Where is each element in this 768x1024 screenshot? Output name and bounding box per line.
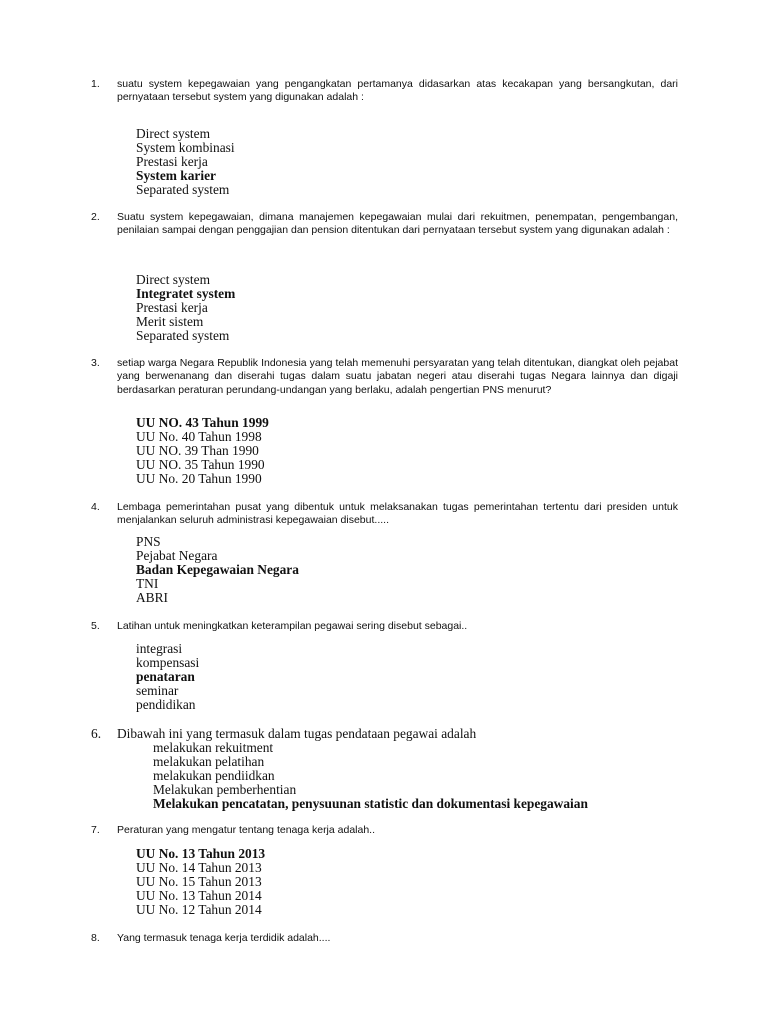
question-number: 6. <box>91 726 102 741</box>
option: UU No. 14 Tahun 2013 <box>136 860 262 876</box>
question-text: Latihan untuk meningkatkan keterampilan pegawai sering disebut sebagai.. <box>117 620 468 632</box>
question-3 <box>91 357 678 397</box>
option: UU No. 40 Tahun 1998 <box>136 429 262 445</box>
option: UU No. 15 Tahun 2013 <box>136 874 262 890</box>
question-7 <box>91 824 678 837</box>
options-7 <box>136 847 265 917</box>
options-6 <box>153 741 588 811</box>
question-6 <box>91 726 588 812</box>
option-answer: UU No. 13 Tahun 2013 <box>136 846 266 861</box>
option: Prestasi kerja <box>136 300 208 316</box>
option-answer: Badan Kepegawaian Negara <box>136 562 299 578</box>
question-text: Yang termasuk tenaga kerja terdidik adalah.... <box>117 932 331 944</box>
options-1 <box>136 127 235 197</box>
question-text: setiap warga Negara Republik Indonesia yang telah memenuhi persyaratan yang telah ditentukan, diangkat oleh pejabat yang berwenanang dan diserahi tugas dalam suatu jabatan negeri atau diserahi tugas Negara lainnya dan digaji berdasarkan peraturan perundang-undangan yang berlaku, adalah pengertian PNS menurut? <box>117 357 678 396</box>
option: melakukan pendiidkan <box>153 768 275 784</box>
options-4 <box>136 535 299 605</box>
question-number: 7. <box>91 824 100 836</box>
option-answer: penataran <box>136 669 195 685</box>
option: Pejabat Negara <box>136 548 218 564</box>
question-4 <box>91 501 678 528</box>
option: UU NO. 35 Tahun 1990 <box>136 457 265 473</box>
option: UU No. 13 Tahun 2014 <box>136 888 262 904</box>
option: melakukan pelatihan <box>153 754 265 770</box>
option: System kombinasi <box>136 140 235 156</box>
question-text: Lembaga pemerintahan pusat yang dibentuk untuk melaksanakan tugas pemerintahan tertentu dari presiden untuk menjalankan seluruh administrasi kepegawaian disebut..... <box>117 501 678 527</box>
option: UU NO. 39 Than 1990 <box>136 443 259 459</box>
option: PNS <box>136 534 161 549</box>
options-3 <box>136 416 269 486</box>
question-number: 8. <box>91 932 100 944</box>
option: UU No. 12 Tahun 2014 <box>136 902 262 918</box>
option: Separated system <box>136 182 230 198</box>
question-5 <box>91 620 678 633</box>
question-number: 2. <box>91 211 100 223</box>
option: kompensasi <box>136 655 200 671</box>
option: integrasi <box>136 641 183 656</box>
option: ABRI <box>136 590 168 606</box>
options-2 <box>136 273 235 343</box>
option: melakukan rekuitment <box>153 740 274 755</box>
option: Merit sistem <box>136 314 204 330</box>
option: Direct system <box>136 272 211 287</box>
options-5 <box>136 642 199 712</box>
question-text: Dibawah ini yang termasuk dalam tugas pendataan pegawai adalah <box>117 726 477 741</box>
question-text: Suatu system kepegawaian, dimana manajemen kepegawaian mulai dari rekuitmen, penempatan, pengembangan, penilaian sampai dengan penggajian dan pension ditentukan dari pernyataan tersebut system yang digunakan adalah : <box>117 211 678 237</box>
option: Direct system <box>136 126 211 141</box>
question-number: 5. <box>91 620 100 632</box>
option: pendidikan <box>136 697 196 713</box>
option-answer: Melakukan pencatatan, penysuunan statistic dan dokumentasi kepegawaian <box>153 796 588 812</box>
option: TNI <box>136 576 159 592</box>
question-number: 4. <box>91 501 100 513</box>
question-2 <box>91 211 678 238</box>
question-text: Peraturan yang mengatur tentang tenaga kerja adalah.. <box>117 824 376 836</box>
option: Prestasi kerja <box>136 154 208 170</box>
option: UU No. 20 Tahun 1990 <box>136 471 262 487</box>
question-text: suatu system kepegawaian yang pengangkatan pertamanya didasarkan atas kecakapan yang bersangkutan, dari pernyataan tersebut system yang digunakan adalah : <box>117 78 678 104</box>
option-answer: UU NO. 43 Tahun 1999 <box>136 415 269 430</box>
option-answer: Integratet system <box>136 286 236 302</box>
option-answer: System karier <box>136 168 216 184</box>
question-1 <box>91 78 678 105</box>
question-8 <box>91 932 678 945</box>
option: Melakukan pemberhentian <box>153 782 297 798</box>
option: seminar <box>136 683 179 699</box>
question-number: 1. <box>91 78 100 90</box>
question-number: 3. <box>91 357 100 369</box>
option: Separated system <box>136 328 230 344</box>
